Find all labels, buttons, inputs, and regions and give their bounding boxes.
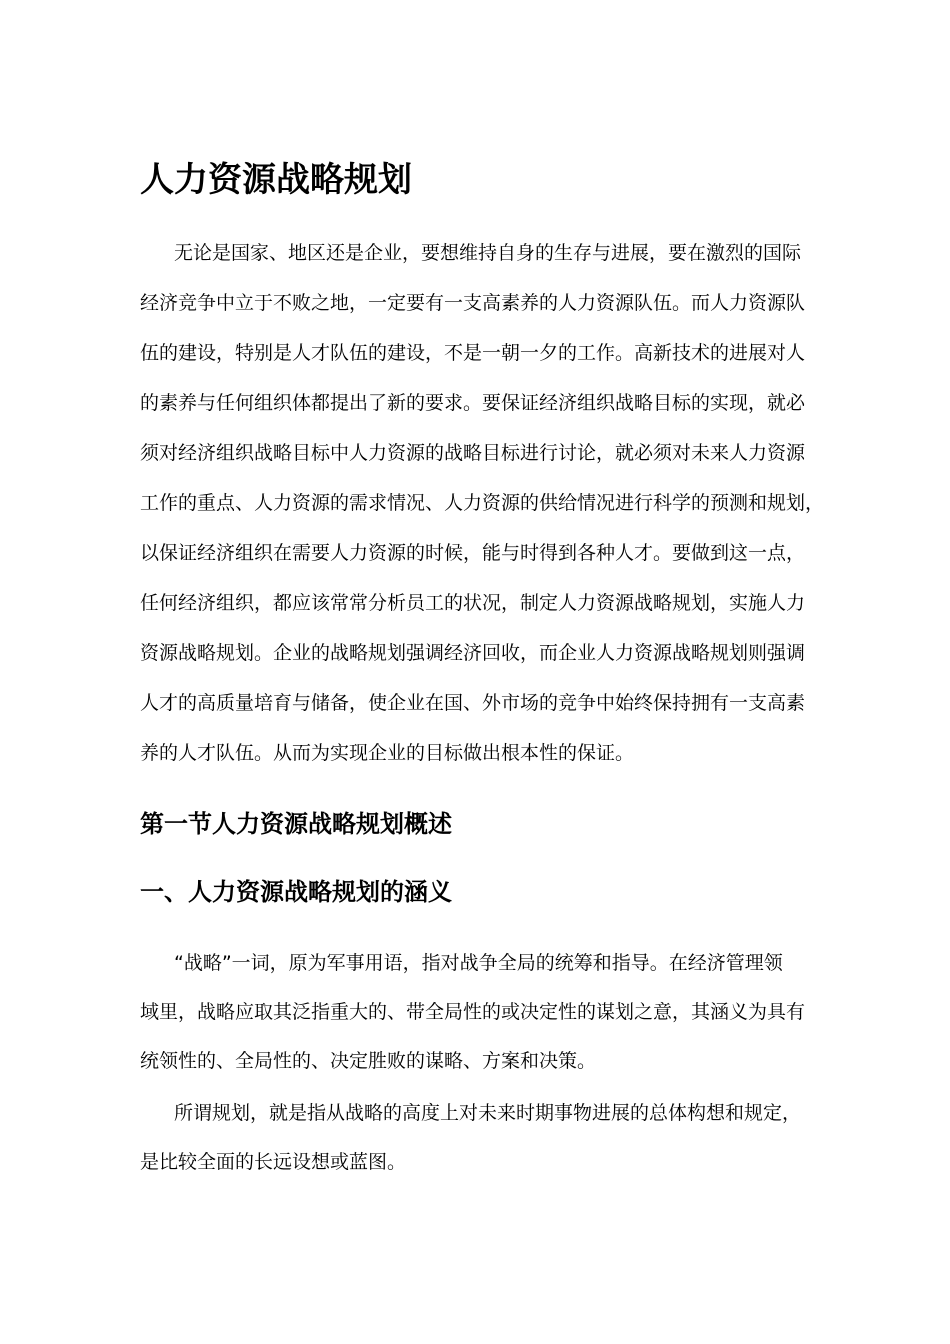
intro-line: 养的人才队伍。从而为实现企业的目标做出根本性的保证。: [140, 742, 635, 764]
page-title: 人力资源战略规划: [140, 160, 412, 200]
intro-line: 工作的重点、人力资源的需求情况、人力资源的供给情况进行科学的预测和规划，: [140, 492, 825, 514]
intro-line: 的素养与任何组织体都提出了新的要求。要保证经济组织战略目标的实现，就必: [140, 392, 806, 414]
section-heading: 第一节人力资源战略规划概述: [140, 810, 452, 838]
planning-line: 所谓规划，就是指从战略的高度上对未来时期事物进展的总体构想和规定，: [174, 1102, 802, 1124]
intro-line: 人才的高质量培育与储备，使企业在国、外市场的竞争中始终保持拥有一支高素: [140, 692, 806, 714]
intro-line: 无论是国家、地区还是企业，要想维持自身的生存与进展，要在激烈的国际: [174, 242, 802, 264]
strategy-line: 域里，战略应取其泛指重大的、带全局性的或决定性的谋划之意，其涵义为具有: [140, 1001, 806, 1023]
subsection-heading: 一、人力资源战略规划的涵义: [140, 878, 452, 906]
strategy-line: 统领性的、全局性的、决定胜败的谋略、方案和决策。: [140, 1050, 597, 1072]
intro-line: 伍的建设，特别是人才队伍的建设，不是一朝一夕的工作。高新技术的进展对人: [140, 342, 806, 364]
intro-line: 任何经济组织，都应该常常分析员工的状况，制定人力资源战略规划，实施人力: [140, 592, 806, 614]
strategy-line: “战略”一词，原为军事用语，指对战争全局的统筹和指导。在经济管理领: [174, 952, 783, 974]
intro-line: 须对经济组织战略目标中人力资源的战略目标进行讨论，就必须对未来人力资源: [140, 442, 806, 464]
intro-line: 经济竞争中立于不败之地，一定要有一支高素养的人力资源队伍。而人力资源队: [140, 292, 806, 314]
intro-line: 以保证经济组织在需要人力资源的时候，能与时得到各种人才。要做到这一点，: [140, 542, 806, 564]
intro-line: 资源战略规划。企业的战略规划强调经济回收，而企业人力资源战略规划则强调: [140, 642, 806, 664]
planning-line: 是比较全面的长远设想或蓝图。: [140, 1151, 407, 1173]
